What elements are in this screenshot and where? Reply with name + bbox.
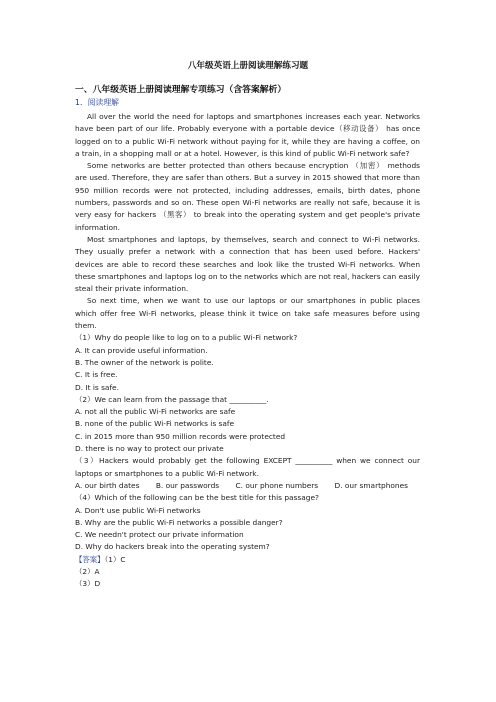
question-2-stem: （2）We can learn from the passage that __________. (75, 394, 269, 404)
question-4-option-d: D. Why do hackers break into the operating system? (75, 542, 270, 552)
question-3-option-a: A. our birth dates (75, 480, 140, 490)
question-3-stem-line-2: laptops or smartphones to a public Wi-Fi network. (75, 468, 259, 478)
question-4-option-c: C. We needn't protect our private information (75, 530, 244, 540)
question-1-stem: （1）Why do people like to log on to a public Wi-Fi network? (75, 333, 298, 343)
passage-paragraph-3: Most smartphones and laptops, by themselves, search and connect to Wi-Fi networks. They usually prefer a network with a connection that has been used before. Hackers' devices are able to record these searches and look like the trusted Wi-Fi networks. When these smartphones and laptops log on to the networks which are not real, hackers can easily steal their private information. (75, 234, 420, 294)
question-3-option-c: C. our phone numbers (235, 480, 319, 490)
question-4-stem: （4）Which of the following can be the best title for this passage? (75, 493, 319, 503)
section-heading: 一、八年级英语上册阅读理解专项练习（含答案解析） (75, 85, 287, 95)
question-content (75, 111, 420, 591)
answer-3: （3）D (75, 579, 101, 589)
question-4-option-a: A. Don't use public Wi-Fi networks (75, 505, 201, 515)
passage-paragraph-2: Some networks are better protected than others because encryption （加密） methods are used. Therefore, they are safer than others. But a survey in 2015 showed that more than 950 million records were not protected, including addresses, emails, birth dates, phone numbers, passwords and so on. These open Wi-Fi networks are really not safe, because it is very easy for hackers （黑客） to break into the operating system and get people's private information. (75, 161, 420, 232)
answer-line (75, 554, 420, 566)
question-2-option-d: D. there is no way to protect our private (75, 444, 224, 454)
question-1-option-b: B. The owner of the network is polite. (75, 357, 214, 367)
question-1-option-a: A. It can provide useful information. (75, 345, 208, 355)
question-2-option-b: B. none of the public Wi-Fi networks is safe (75, 419, 235, 429)
question-4-option-b: B. Why are the public Wi-Fi networks a possible danger? (75, 517, 283, 527)
question-3-option-d: D. our smartphones (334, 480, 408, 490)
question-3-option-b: B. our passwords (155, 480, 220, 490)
question-1-option-d: D. It is safe. (75, 382, 119, 392)
answer-tag: 【答案】 (75, 554, 105, 564)
question-1-option-c: C. It is free. (75, 370, 118, 380)
answer-1: （1）C (104, 554, 126, 564)
page-title: 八年级英语上册阅读理解练习题 (187, 61, 309, 71)
passage-paragraph-1: All over the world the need for laptops and smartphones increases each year. Networks have been part of our life. Probably everyone with a portable device（移动设备） has once logged on to a public Wi-Fi network without paying for it, while they are having a coffee, on a train, in a shopping mall or at a hotel. However, is this kind of public Wi-Fi network safe? (75, 112, 420, 158)
question-3-stem-line-1: （3）Hackers would probably get the following EXCEPT __________ when we connect our (75, 456, 420, 466)
question-3-options (75, 480, 420, 492)
question-2-option-a: A. not all the public Wi-Fi networks are safe (75, 407, 236, 417)
passage-paragraph-4: So next time, when we want to use our laptops or our smartphones in public places which offer free Wi-Fi networks, please think it twice on take safe measures before using them. (75, 296, 420, 331)
question-2-option-c: C. in 2015 more than 950 million records were protected (75, 431, 286, 441)
answer-2: （2）A (75, 566, 100, 576)
question-label: 1．阅读理解 (75, 98, 119, 107)
